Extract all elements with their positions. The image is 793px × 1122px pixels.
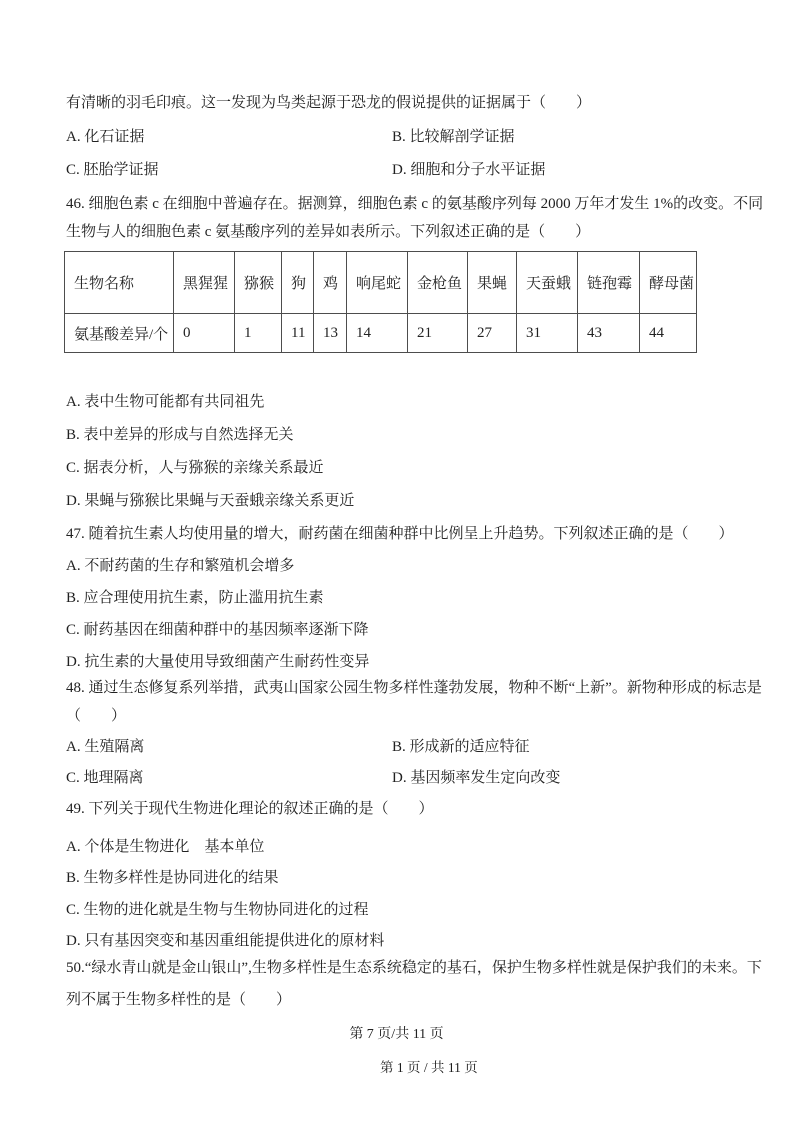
table-value-cell: 14: [347, 314, 408, 353]
amino-acid-difference-table: [64, 251, 697, 353]
q48-stem-line1: 48. 通过生态修复系列举措，武夷山国家公园生物多样性蓬勃发展，物种不断“上新”。新物种形成的标志是: [66, 680, 762, 696]
table-value-cell: 13: [314, 314, 347, 353]
table-header-cell: 酵母菌: [640, 252, 697, 314]
table-value-cell: 0: [174, 314, 235, 353]
q48-option-b: B. 形成新的适应特征: [392, 739, 530, 755]
table-header-cell: 狗: [282, 252, 314, 314]
q50-stem-line1: 50.“绿水青山就是金山银山”,生物多样性是生态系统稳定的基石，保护生物多样性就是保护我们的未来。下: [66, 960, 762, 976]
table-value-cell: 43: [578, 314, 640, 353]
table-value-cell: 31: [517, 314, 578, 353]
q46-option-a: A. 表中生物可能都有共同祖先: [66, 394, 265, 410]
table-value-cell: 27: [468, 314, 517, 353]
q49-stem: 49. 下列关于现代生物进化理论的叙述正确的是（ ）: [66, 801, 434, 817]
table-header-cell: 天蚕蛾: [517, 252, 578, 314]
q46-option-d: D. 果蝇与猕猴比果蝇与天蚕蛾亲缘关系更近: [66, 493, 355, 509]
table-header-cell: 金枪鱼: [408, 252, 468, 314]
q47-option-b: B. 应合理使用抗生素，防止滥用抗生素: [66, 590, 324, 606]
q47-stem: 47. 随着抗生素人均使用量的增大，耐药菌在细菌种群中比例呈上升趋势。下列叙述正确的是（ ）: [66, 526, 734, 542]
q48-option-a: A. 生殖隔离: [66, 739, 145, 755]
table-header-row: [65, 252, 697, 314]
q49-option-b: B. 生物多样性是协同进化的结果: [66, 870, 279, 886]
q45-option-d: D. 细胞和分子水平证据: [392, 162, 546, 178]
table-header-cell: 黑猩猩: [174, 252, 235, 314]
q48-option-d: D. 基因频率发生定向改变: [392, 770, 561, 786]
q45-option-a: A. 化石证据: [66, 129, 145, 145]
q48-option-c: C. 地理隔离: [66, 770, 144, 786]
q46-option-b: B. 表中差异的形成与自然选择无关: [66, 427, 294, 443]
q45-stem: 有清晰的羽毛印痕。这一发现为鸟类起源于恐龙的假说提供的证据属于（ ）: [66, 95, 592, 111]
q48-stem-line2: （ ）: [66, 708, 127, 724]
table-value-cell: 44: [640, 314, 697, 353]
q49-option-a: A. 个体是生物进化 基本单位: [66, 839, 265, 855]
table-header-cell: 生物名称: [65, 252, 174, 314]
q47-option-a: A. 不耐药菌的生存和繁殖机会增多: [66, 558, 295, 574]
q45-option-b: B. 比较解剖学证据: [392, 129, 515, 145]
table-header-cell: 链孢霉: [578, 252, 640, 314]
document-page-number: 第 7 页/共 11 页: [349, 1027, 444, 1042]
table-value-cell: 11: [282, 314, 314, 353]
table-header-cell: 猕猴: [235, 252, 282, 314]
viewer-page-number: 第 1 页 / 共 11 页: [380, 1060, 478, 1075]
table-value-cell: 21: [408, 314, 468, 353]
q50-stem-line2: 列不属于生物多样性的是（ ）: [66, 992, 292, 1008]
table-value-row: [65, 314, 697, 353]
q45-option-c: C. 胚胎学证据: [66, 162, 159, 178]
table-header-cell: 鸡: [314, 252, 347, 314]
q46-stem-line1: 46. 细胞色素 c 在细胞中普遍存在。据测算，细胞色素 c 的氨基酸序列每 2000 万年才发生 1%的改变。不同: [66, 196, 764, 212]
table-header-cell: 响尾蛇: [347, 252, 408, 314]
table-header-cell: 果蝇: [468, 252, 517, 314]
q46-stem-line2: 生物与人的细胞色素 c 氨基酸序列的差异如表所示。下列叙述正确的是（ ）: [66, 224, 591, 240]
q47-option-d: D. 抗生素的大量使用导致细菌产生耐药性变异: [66, 654, 370, 670]
q47-option-c: C. 耐药基因在细菌种群中的基因频率逐渐下降: [66, 622, 369, 638]
q49-option-d: D. 只有基因突变和基因重组能提供进化的原材料: [66, 933, 385, 949]
table-row-label: 氨基酸差异/个: [65, 314, 174, 353]
q49-option-c: C. 生物的进化就是生物与生物协同进化的过程: [66, 902, 369, 918]
table-value-cell: 1: [235, 314, 282, 353]
q46-option-c: C. 据表分析，人与猕猴的亲缘关系最近: [66, 460, 324, 476]
